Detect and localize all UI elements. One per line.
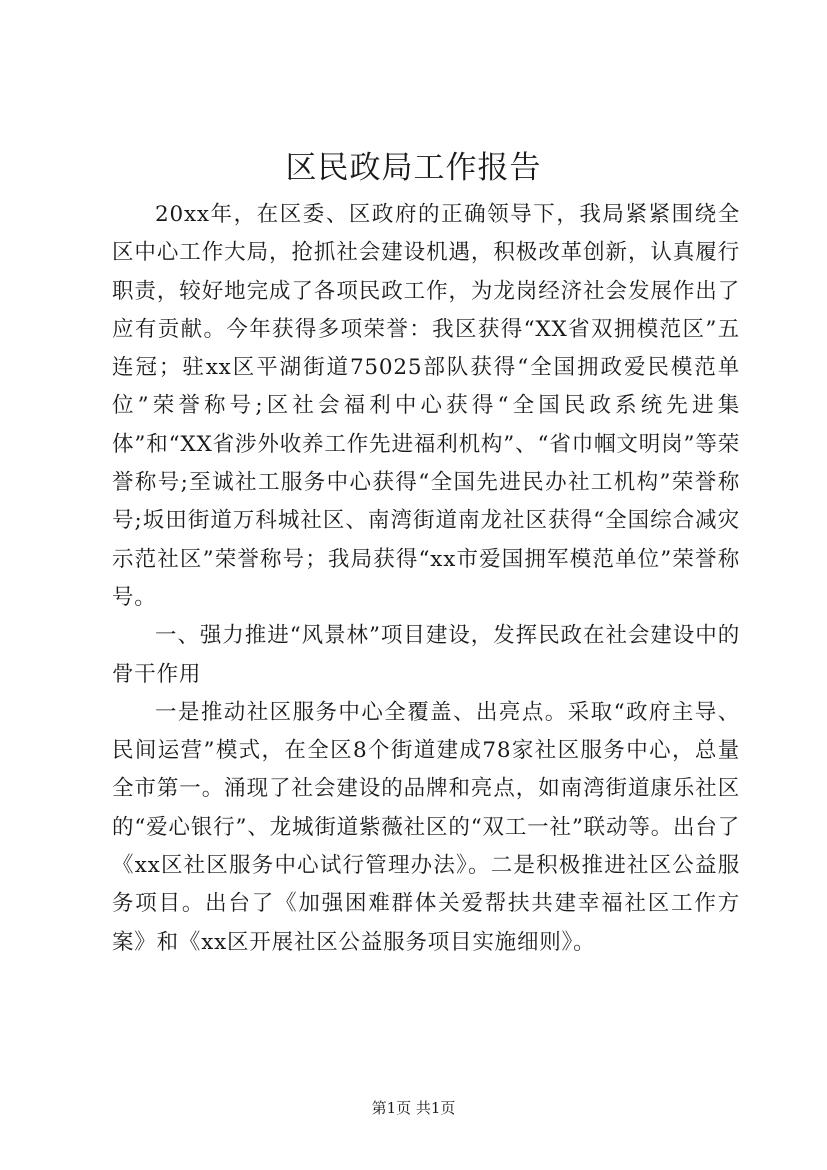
paragraph-section-heading: 一、强力推进“风景林”项目建设，发挥民政在社会建设中的骨干作用 — [112, 623, 740, 687]
page-number-footer: 第1页 共1页 — [371, 1099, 456, 1117]
paragraph-section-body: 一是推动社区服务中心全覆盖、出亮点。采取“政府主导、民间运营”模式，在全区8个街道建成78家社区服务中心，总量全市第一。涌现了社会建设的品牌和亮点，如南湾街道康乐社区的“爱心银行”、龙城街道紫薇社区的“双工一社”联动等。出台了《xx区社区服务中心试行管理办法》。二是积极推进社区公益服务项目。出台了《加强困难群体关爱帮扶共建幸福社区工作方案》和《xx区开展社区公益服务项目实施细则》。 — [112, 699, 740, 955]
document-body — [112, 196, 740, 962]
paragraph-intro: 20xx年，在区委、区政府的正确领导下，我局紧紧围绕全区中心工作大局，抢抓社会建设机遇，积极改革创新，认真履行职责，较好地完成了各项民政工作，为龙岗经济社会发展作出了应有贡献。今年获得多项荣誉：我区获得“XX省双拥模范区”五连冠；驻xx区平湖街道75025部队获得“全国拥政爱民模范单位”荣誉称号;区社会福利中心获得“全国民政系统先进集体”和“XX省涉外收养工作先进福利机构”、“省巾帼文明岗”等荣誉称号;至诚社工服务中心获得“全国先进民办社工机构”荣誉称号;坂田街道万科城社区、南湾街道南龙社区获得“全国综合减灾示范社区”荣誉称号；我局获得“xx市爱国拥军模范单位”荣誉称号。 — [112, 202, 740, 610]
document-title: 区民政局工作报告 — [285, 150, 542, 186]
